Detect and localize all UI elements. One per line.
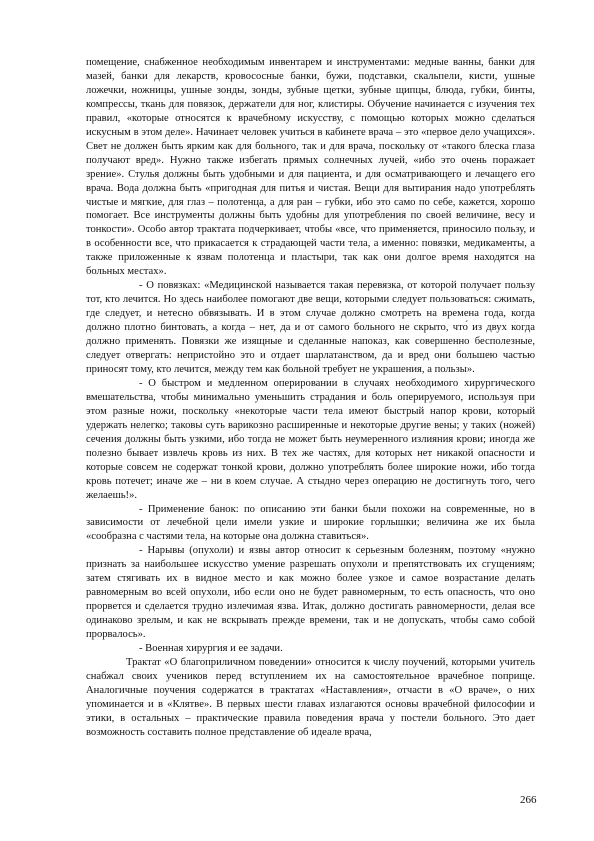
page-number: 266 <box>520 794 537 806</box>
document-page <box>86 56 535 740</box>
paragraph-operating: - О быстром и медленном оперировании в случаях необходимого хирургического вмешательства, чтобы минимально уменьшить страдания и боль оперируемого, используя при этом разные ножи, поскольку «некоторые части тела имеют быстрый напор крови, который удержать нелегко; таковы суть варикозно расширенные и некоторые другие вены; у таких (ножей) сечения должны быть узкими, ибо тогда не может быть неумеренного излияния крови; иногда же полезно бывает извлечь кровь из них. В тех же частях, для которых нет никакой опасности и которые совсем не содержат тонкой крови, должно употреблять более широкие ножи, ибо тогда кровь потечет; иначе же – ни в коем случае. А стыдно через операцию не достигнуть того, чего желаешь!». <box>86 377 535 501</box>
paragraph-bandages: - О повязках: «Медицинской называется такая перевязка, от которой получает пользу тот, кто лечится. Но здесь наиболее помогают две вещи, которыми следует пользоваться: сжимать, где следует, и нетесно обвязывать. И в этом случае должно смотреть на времена года, когда должно плотно бинтовать, а когда – нет, да и от самого больного не скрыто, что́ из двух когда должно применять. Повязки же изящные и сделанные напоказ, как совершенно бесполезные, следует отвергать: непристойно это и отдает шарлатанством, да и вред они большею частью приносят тому, кто лечится, между тем как больной требует не украшения, а пользы». <box>86 280 535 375</box>
paragraph-equipment: помещение, снабженное необходимым инвентарем и инструментами: медные ванны, банки для мазей, банки для лекарств, кровососные банки, бужи, подставки, скальпели, кисти, ушные ложечки, ножницы, ушные зонды, зонды, зубные щетки, зубные щипцы, блюда, губки, бинты, компрессы, ткань для повязок, держатели для ног, клистиры. Обучение начинается с изучения тех правил, «которые относятся к врачебному искусству, с помощью которых можно сделаться искусным в этом деле». Начинает человек учиться в кабинете врача – это «первое дело учащихся». Свет не должен быть ярким как для больного, так и для врача, поскольку от «такого блеска глаза получают вред». Нужно также избегать прямых солнечных лучей, «ибо это очень поражает зрение». Стулья должны быть удобными и для пациента, и для осматривающего и лечащего его врача. Вода должна быть «пригодная для питья и чистая. Вещи для вытирания надо употреблять чистые и мягкие, для глаз – полотенца, а для ран – губки, ибо это само по себе, кажется, хорошо помогает. Все инструменты должны быть удобны для употребления по своей величине, весу и тонкости». Особо автор трактата подчеркивает, чтобы «все, что применяется, приносило пользу, и в особенности все, что прикасается к страдающей части тела, а именно: повязки, медикаменты, а также приложенные к язвам полотенца и пластыри, так как они долгое время находятся на больных местах». <box>86 57 535 278</box>
paragraph-decorum-treatise: Трактат «О благоприличном поведении» относится к числу поучений, которыми учитель снабжал своих учеников перед вступлением их на самостоятельное врачебное поприще. Аналогичные поучения содержатся в трактатах «Наставления», отчасти в «О враче», о них упоминается и в «Клятве». В первых шести главах излагаются основы врачебной философии и этики, в остальных – практические правила поведения врача у постели больного. Это дает возможность составить полное представление об идеале врача, <box>86 656 535 738</box>
paragraph-abscesses: - Нарывы (опухоли) и язвы автор относит к серьезным болезням, поэтому «нужно признать за наибольшее искусство умение разрешать опухоли и препятствовать их сгущениям; затем стягивать их в видное место и как можно более узкое и самое возрастание делать равномерным во всей опухоли, ибо если оно не будет равномерным, то есть опасность, что оно прорвется и сделается трудно излечимая язва. Итак, должно достигать равномерности, делая все одинаково зрелым, и как не вскрывать прежде времени, так и не допускать, чтобы само собой прорвалось». <box>86 545 535 641</box>
paragraph-military-surgery: - Военная хирургия и ее задачи. <box>139 643 283 655</box>
paragraph-cupping: - Применение банок: по описанию эти банки были похожи на современные, но в зависимости от лечебной цели имели узкие и широкие горлышки; величина же их была «сообразна с частями тела, на которые она должна ставиться». <box>86 503 535 543</box>
